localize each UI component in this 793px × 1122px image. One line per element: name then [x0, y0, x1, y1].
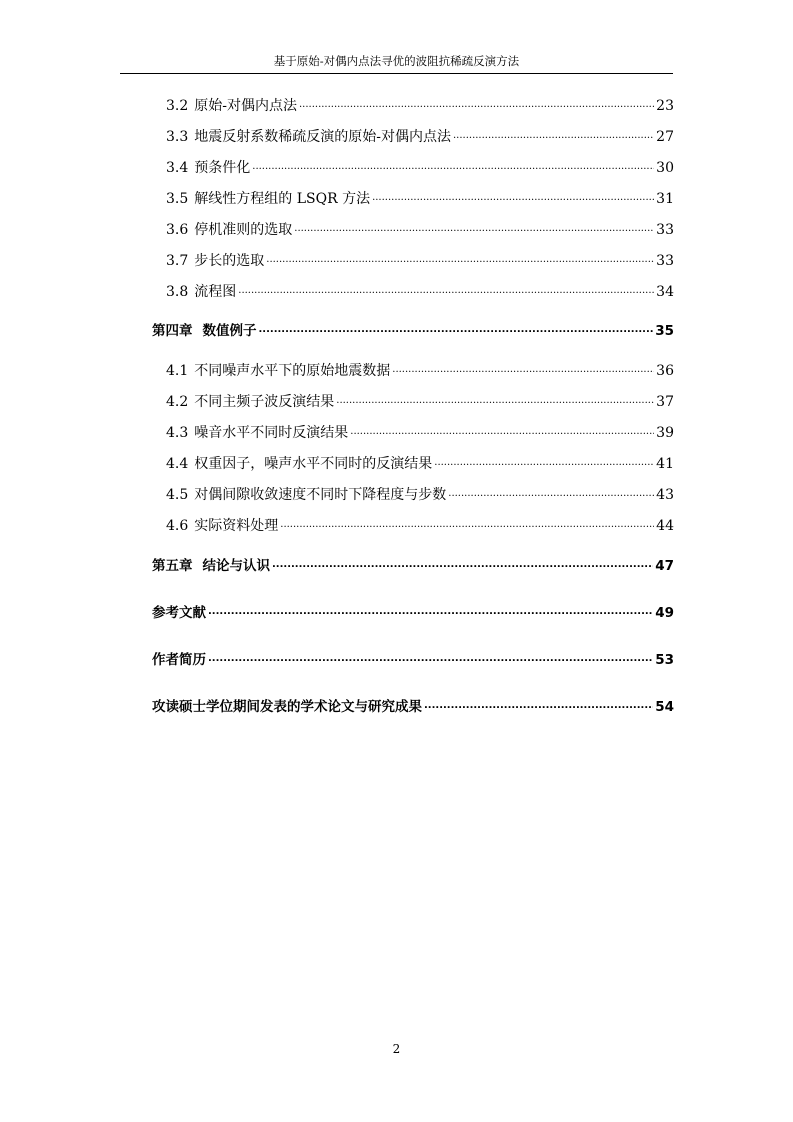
page-number: 2: [392, 1042, 401, 1056]
toc-chapter-page: 35: [655, 323, 674, 339]
toc-dot-leader: [372, 189, 654, 203]
toc-entry-page: 33: [656, 253, 674, 269]
toc-entry-4-1[interactable]: [166, 361, 674, 381]
toc-dot-leader: [294, 220, 654, 234]
toc-chapter-page: 53: [655, 652, 674, 668]
toc-dot-leader: [350, 423, 654, 437]
toc-entry-page: 23: [656, 98, 674, 114]
toc-entry-number: 3.8: [166, 284, 189, 300]
toc-dot-leader: [424, 697, 653, 711]
toc-chapter-4[interactable]: [152, 321, 674, 341]
toc-entry-title: 地震反射系数稀疏反演的原始-对偶内点法: [194, 129, 451, 145]
toc-entry-title: 停机准则的选取: [194, 222, 293, 238]
toc-entry-title: 对偶间隙收敛速度不同时下降程度与步数: [194, 487, 447, 503]
toc-dot-leader: [299, 96, 654, 110]
toc-entry-4-6[interactable]: [166, 516, 674, 536]
toc-entry-page: 36: [656, 363, 674, 379]
toc-entry-title: 不同主频子波反演结果: [194, 394, 335, 410]
toc-dot-leader: [392, 361, 654, 375]
toc-dot-leader: [336, 392, 654, 406]
toc-entry-3-7[interactable]: [166, 251, 674, 271]
toc-entry-number: 4.6: [166, 518, 189, 534]
toc-entry-4-3[interactable]: [166, 423, 674, 443]
toc-chapter-page: 49: [655, 605, 674, 621]
toc-entry-3-2[interactable]: [166, 96, 674, 116]
toc-entry-page: 33: [656, 222, 674, 238]
toc-dot-leader: [266, 251, 654, 265]
toc-entry-4-5[interactable]: [166, 485, 674, 505]
toc-chapter-number: 第五章: [152, 558, 193, 574]
toc-chapter-title: 攻读硕士学位期间发表的学术论文与研究成果: [152, 699, 422, 715]
toc-chapter-page: 54: [655, 699, 674, 715]
toc-references[interactable]: [152, 603, 674, 623]
toc-entry-3-3[interactable]: [166, 127, 674, 147]
toc-entry-number: 4.5: [166, 487, 189, 503]
toc-entry-title: 噪音水平不同时反演结果: [194, 425, 349, 441]
toc-entry-page: 44: [656, 518, 674, 534]
toc-entry-page: 41: [656, 456, 674, 472]
toc-entry-page: 27: [656, 129, 674, 145]
toc-entry-number: 3.2: [166, 98, 189, 114]
toc-entry-page: 30: [656, 160, 674, 176]
toc-entry-number: 3.5: [166, 191, 189, 207]
toc-entry-number: 4.2: [166, 394, 189, 410]
toc-entry-title: 流程图: [194, 284, 237, 300]
toc-chapter-title: 数值例子: [202, 323, 257, 339]
toc-dot-leader: [208, 603, 653, 617]
toc-entry-3-6[interactable]: [166, 220, 674, 240]
toc-entry-page: 34: [656, 284, 674, 300]
toc-entry-title: 解线性方程组的 LSQR 方法: [194, 191, 371, 207]
toc-entry-title: 权重因子，噪声水平不同时的反演结果: [194, 456, 433, 472]
toc-author-resume[interactable]: [152, 650, 674, 670]
toc-dot-leader: [453, 127, 654, 141]
toc-entry-title: 原始-对偶内点法: [194, 98, 297, 114]
toc-entry-number: 3.7: [166, 253, 189, 269]
toc-dot-leader: [208, 650, 653, 664]
toc-entry-title: 实际资料处理: [194, 518, 279, 534]
toc-chapter-title: 参考文献: [152, 605, 206, 621]
toc-dot-leader: [434, 454, 654, 468]
toc-chapter-5[interactable]: [152, 556, 674, 576]
toc-dot-leader: [448, 485, 654, 499]
toc-dot-leader: [238, 282, 654, 296]
toc-entry-4-2[interactable]: [166, 392, 674, 412]
toc-entry-3-4[interactable]: [166, 158, 674, 178]
toc-chapter-page: 47: [655, 558, 674, 574]
toc-dot-leader: [252, 158, 654, 172]
toc-entry-4-4[interactable]: [166, 454, 674, 474]
toc-entry-title: 不同噪声水平下的原始地震数据: [194, 363, 391, 379]
toc-entry-number: 3.3: [166, 129, 189, 145]
toc-entry-3-8[interactable]: [166, 282, 674, 302]
toc-dot-leader: [280, 516, 654, 530]
toc-entry-page: 39: [656, 425, 674, 441]
toc-dot-leader: [259, 321, 654, 335]
toc-chapter-number: 第四章: [152, 323, 193, 339]
toc-entry-number: 4.1: [166, 363, 189, 379]
toc-entry-title: 预条件化: [194, 160, 251, 176]
toc-entry-title: 步长的选取: [194, 253, 265, 269]
toc-entry-number: 4.3: [166, 425, 189, 441]
toc-entry-page: 43: [656, 487, 674, 503]
toc-chapter-title: 作者简历: [152, 652, 206, 668]
running-header: 基于原始-对偶内点法寻优的波阻抗稀疏反演方法: [273, 54, 520, 68]
toc-entry-page: 31: [656, 191, 674, 207]
toc-chapter-title: 结论与认识: [202, 558, 270, 574]
toc-publications[interactable]: [152, 697, 674, 717]
toc-entry-number: 4.4: [166, 456, 189, 472]
toc-entry-number: 3.4: [166, 160, 189, 176]
toc-entry-3-5[interactable]: [166, 189, 674, 209]
toc-entry-number: 3.6: [166, 222, 189, 238]
toc-dot-leader: [272, 556, 653, 570]
toc-entry-page: 37: [656, 394, 674, 410]
